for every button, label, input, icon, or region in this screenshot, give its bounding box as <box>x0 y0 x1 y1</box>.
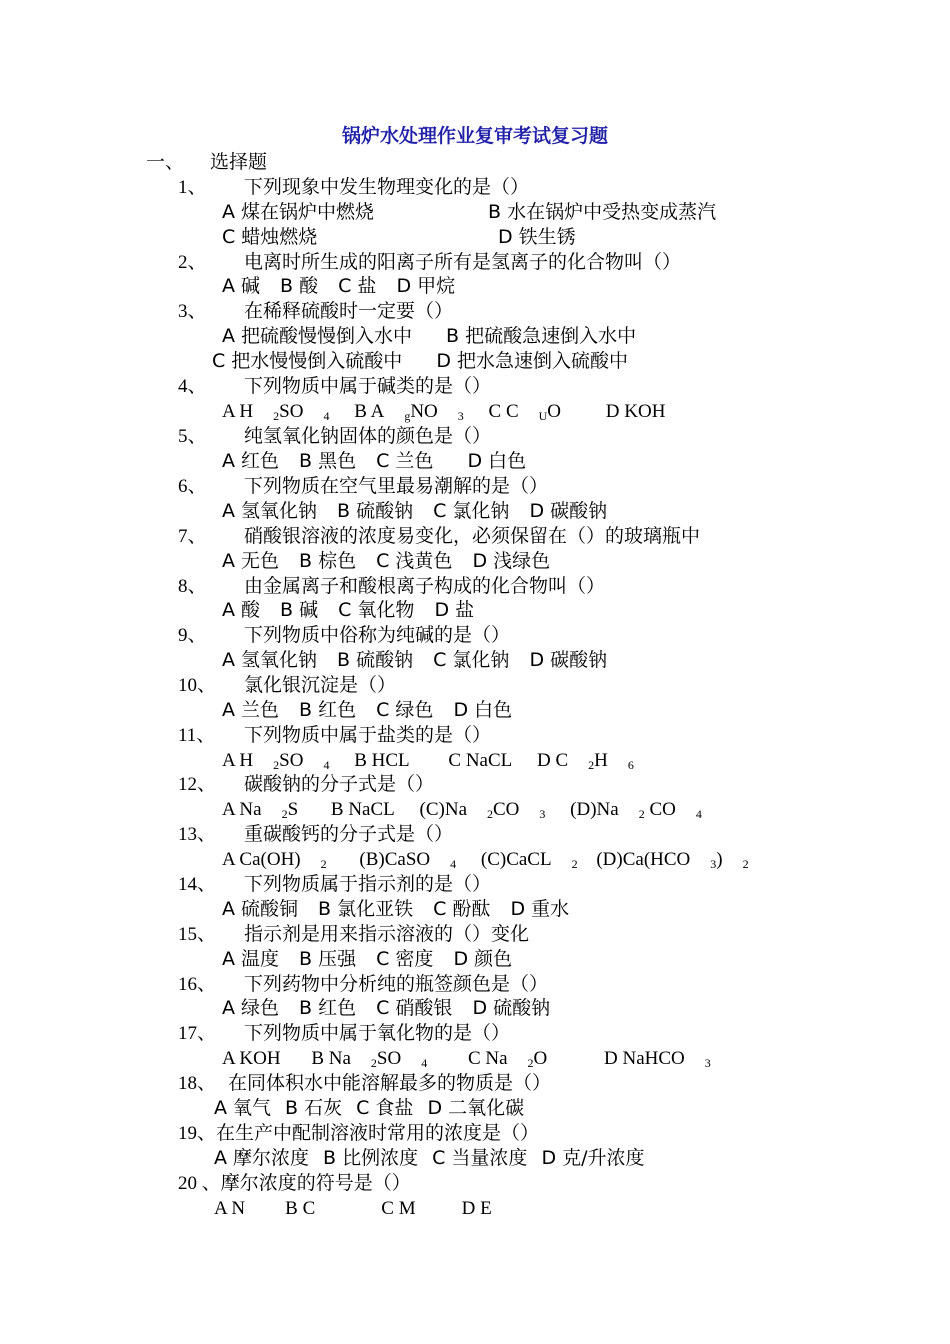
options: A 硫酸铜 B 氯化亚铁 C 酚酞 D 重水 <box>222 898 570 920</box>
options: A 氢氧化钠 B 硫酸钠 C 氯化钠 D 碳酸钠 <box>222 500 608 522</box>
section-number: 一、 <box>146 151 185 173</box>
question: 6、 下列物质在空气里最易潮解的是（） <box>178 475 549 497</box>
options: C 把水慢慢倒入硫酸中 D 把水急速倒入硫酸中 <box>212 350 628 372</box>
question: 8、 由金属离子和酸根离子构成的化合物叫（） <box>178 575 606 597</box>
question: 15、 指示剂是用来指示溶液的（）变化 <box>178 923 530 945</box>
question: 3、 在稀释硫酸时一定要（） <box>178 300 454 322</box>
question: 16、 下列药物中分析纯的瓶签颜色是（） <box>178 973 549 995</box>
question: 18、 在同体积水中能溶解最多的物质是（） <box>178 1072 552 1094</box>
question: 11、 下列物质中属于盐类的是（） <box>178 724 492 746</box>
options: A 无色 B 棕色 C 浅黄色 D 浅绿色 <box>222 550 551 572</box>
options: A H $_2$SO $_4$ B A $_g$NO $_3$ C C $_U$O D KOH <box>222 401 666 423</box>
options: A 兰色 B 红色 C 绿色 D 白色 <box>222 699 513 721</box>
options: A H $_2$SO $_4$ B HCL C NaCL D C $_2$H $_6$ <box>222 750 634 772</box>
options: A 摩尔浓度 B 比例浓度 C 当量浓度 D 克/升浓度 <box>214 1147 645 1169</box>
options: A 温度 B 压强 C 密度 D 颜色 <box>222 948 513 970</box>
question: 19、在生产中配制溶液时常用的浓度是（） <box>178 1122 540 1144</box>
question: 1、 下列现象中发生物理变化的是（） <box>178 176 530 198</box>
options: A 氢氧化钠 B 硫酸钠 C 氯化钠 D 碳酸钠 <box>222 649 608 671</box>
options: A 酸 B 碱 C 氧化物 D 盐 <box>222 599 475 621</box>
question: 12、 碳酸钠的分子式是（） <box>178 773 435 795</box>
options: A 煤在锅炉中燃烧 B 水在锅炉中受热变成蒸汽 <box>222 201 717 223</box>
question: 5、 纯氢氧化钠固体的颜色是（） <box>178 425 492 447</box>
question: 7、 硝酸银溶液的浓度易变化，必须保留在（）的玻璃瓶中 <box>178 525 701 547</box>
question: 20 、摩尔浓度的符号是（） <box>178 1172 411 1194</box>
options: A 把硫酸慢慢倒入水中 B 把硫酸急速倒入水中 <box>222 325 637 347</box>
options: A 红色 B 黑色 C 兰色 D 白色 <box>222 450 527 472</box>
options: A Ca(OH) $_2$ (B)CaSO $_4$ (C)CaCL $_2$ (D)Ca(HCO $_3$) $_2$ <box>222 849 749 871</box>
question: 14、 下列物质属于指示剂的是（） <box>178 873 492 895</box>
options: A KOH B Na $_2$SO $_4$ C Na $_2$O D NaHCO $_3$ <box>222 1048 711 1070</box>
question: 13、 重碳酸钙的分子式是（） <box>178 823 454 845</box>
section-heading <box>146 150 267 175</box>
options: A 氧气 B 石灰 C 食盐 D 二氧化碳 <box>214 1097 525 1119</box>
options: A 碱 B 酸 C 盐 D 甲烷 <box>222 275 456 297</box>
options: A Na $_2$S B NaCL (C)Na $_2$CO $_3$ (D)Na $_2$ CO $_4$ <box>222 799 702 821</box>
options: A N B C C M D E <box>214 1198 492 1219</box>
question: 9、 下列物质中俗称为纯碱的是（） <box>178 624 511 646</box>
question: 4、 下列物质中属于碱类的是（） <box>178 375 492 397</box>
options: A 绿色 B 红色 C 硝酸银 D 硫酸钠 <box>222 997 551 1019</box>
question: 2、 电离时所生成的阳离子所有是氢离子的化合物叫（） <box>178 251 682 273</box>
question: 17、 下列物质中属于氧化物的是（） <box>178 1022 511 1044</box>
section-label: 选择题 <box>210 151 268 173</box>
page-title: 锅炉水处理作业复审考试复习题 <box>341 125 608 147</box>
question: 10、 氯化银沉淀是（） <box>178 674 397 696</box>
options: C 蜡烛燃烧 D 铁生锈 <box>222 226 576 248</box>
